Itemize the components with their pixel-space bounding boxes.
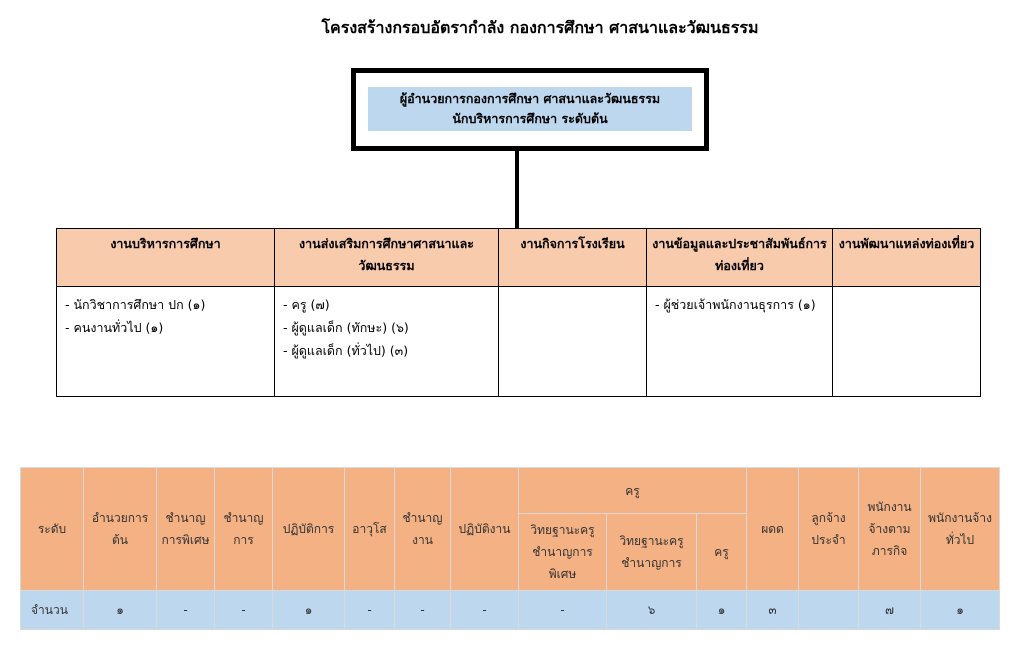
value-permanent [799, 591, 859, 630]
header-operational: ปฏิบัติงาน [451, 468, 519, 591]
header-expert-specialist: ชำนาญการพิเศษ [157, 468, 215, 591]
value-teacher-special: - [519, 591, 607, 630]
staff-item: - ผู้ช่วยเจ้าพนักงานธุรการ (๑) [655, 297, 816, 312]
header-mission-contract: พนักงานจ้างตามภารกิจ [859, 468, 921, 591]
header-general-contract: พนักงานจ้างทั่วไป [921, 468, 1000, 591]
row-label: จำนวน [21, 591, 84, 630]
unit-header-tourism-info: งานข้อมูลและประชาสัมพันธ์การท่องเที่ยว [647, 229, 833, 287]
unit-staff-tourism-development [833, 287, 981, 397]
value-childcare: ๓ [747, 591, 799, 630]
page-title: โครงสร้างกรอบอัตรากำลัง กองการศึกษา ศาสนาและวัฒนธรรม [321, 18, 759, 37]
org-units-header-row [57, 229, 981, 287]
level-header: ระดับ [21, 468, 84, 591]
unit-staff-education-admin [57, 287, 275, 397]
staff-item: - ผู้ดูแลเด็ก (ทักษะ) (๖) [283, 320, 409, 335]
header-skilled: ชำนาญงาน [395, 468, 451, 591]
value-general-contract: ๑ [921, 591, 1000, 630]
director-label [368, 87, 692, 131]
count-header-row [21, 468, 1000, 514]
unit-staff-religion-culture [275, 287, 499, 397]
org-connector-line [515, 151, 519, 228]
director-title: ผู้อำนวยการกองการศึกษา ศาสนาและวัฒนธรรม [399, 91, 661, 106]
staff-item: - ครู (๗) [283, 297, 330, 312]
staff-item: - นักวิชาการศึกษา ปก (๑) [65, 297, 206, 312]
unit-header-tourism-development: งานพัฒนาแหล่งท่องเที่ยว [833, 229, 981, 287]
director-box [351, 68, 709, 151]
header-teacher: ครู [697, 514, 747, 591]
header-teacher-group: ครู [519, 468, 747, 514]
staff-count-table [20, 467, 1000, 630]
value-mission-contract: ๗ [859, 591, 921, 630]
value-senior: - [345, 591, 395, 630]
value-teacher: ๑ [697, 591, 747, 630]
header-senior: อาวุโส [345, 468, 395, 591]
value-expert: - [215, 591, 273, 630]
director-position: นักบริหารการศึกษา ระดับต้น [452, 111, 608, 126]
org-units-table [56, 228, 981, 397]
header-expert: ชำนาญการ [215, 468, 273, 591]
value-teacher-expert: ๖ [607, 591, 697, 630]
value-skilled: - [395, 591, 451, 630]
staff-item: - คนงานทั่วไป (๑) [65, 320, 164, 335]
value-expert-specialist: - [157, 591, 215, 630]
unit-header-school-affairs: งานกิจการโรงเรียน [499, 229, 647, 287]
count-values-row [21, 591, 1000, 630]
header-teacher-expert: วิทยฐานะครูชำนาญการ [607, 514, 697, 591]
unit-header-religion-culture: งานส่งเสริมการศึกษาศาสนาและวัฒนธรรม [275, 229, 499, 287]
value-operational: - [451, 591, 519, 630]
value-director-initial: ๑ [84, 591, 157, 630]
unit-header-education-admin: งานบริหารการศึกษา [57, 229, 275, 287]
value-practitioner: ๑ [273, 591, 345, 630]
header-practitioner: ปฏิบัติการ [273, 468, 345, 591]
header-director-initial: อำนวยการต้น [84, 468, 157, 591]
unit-staff-school-affairs [499, 287, 647, 397]
unit-staff-tourism-info [647, 287, 833, 397]
staff-item: - ผู้ดูแลเด็ก (ทั่วไป) (๓) [283, 343, 409, 358]
header-permanent: ลูกจ้างประจำ [799, 468, 859, 591]
header-childcare: ผดด [747, 468, 799, 591]
org-units-staff-row [57, 287, 981, 397]
header-teacher-special: วิทยฐานะครูชำนาญการพิเศษ [519, 514, 607, 591]
